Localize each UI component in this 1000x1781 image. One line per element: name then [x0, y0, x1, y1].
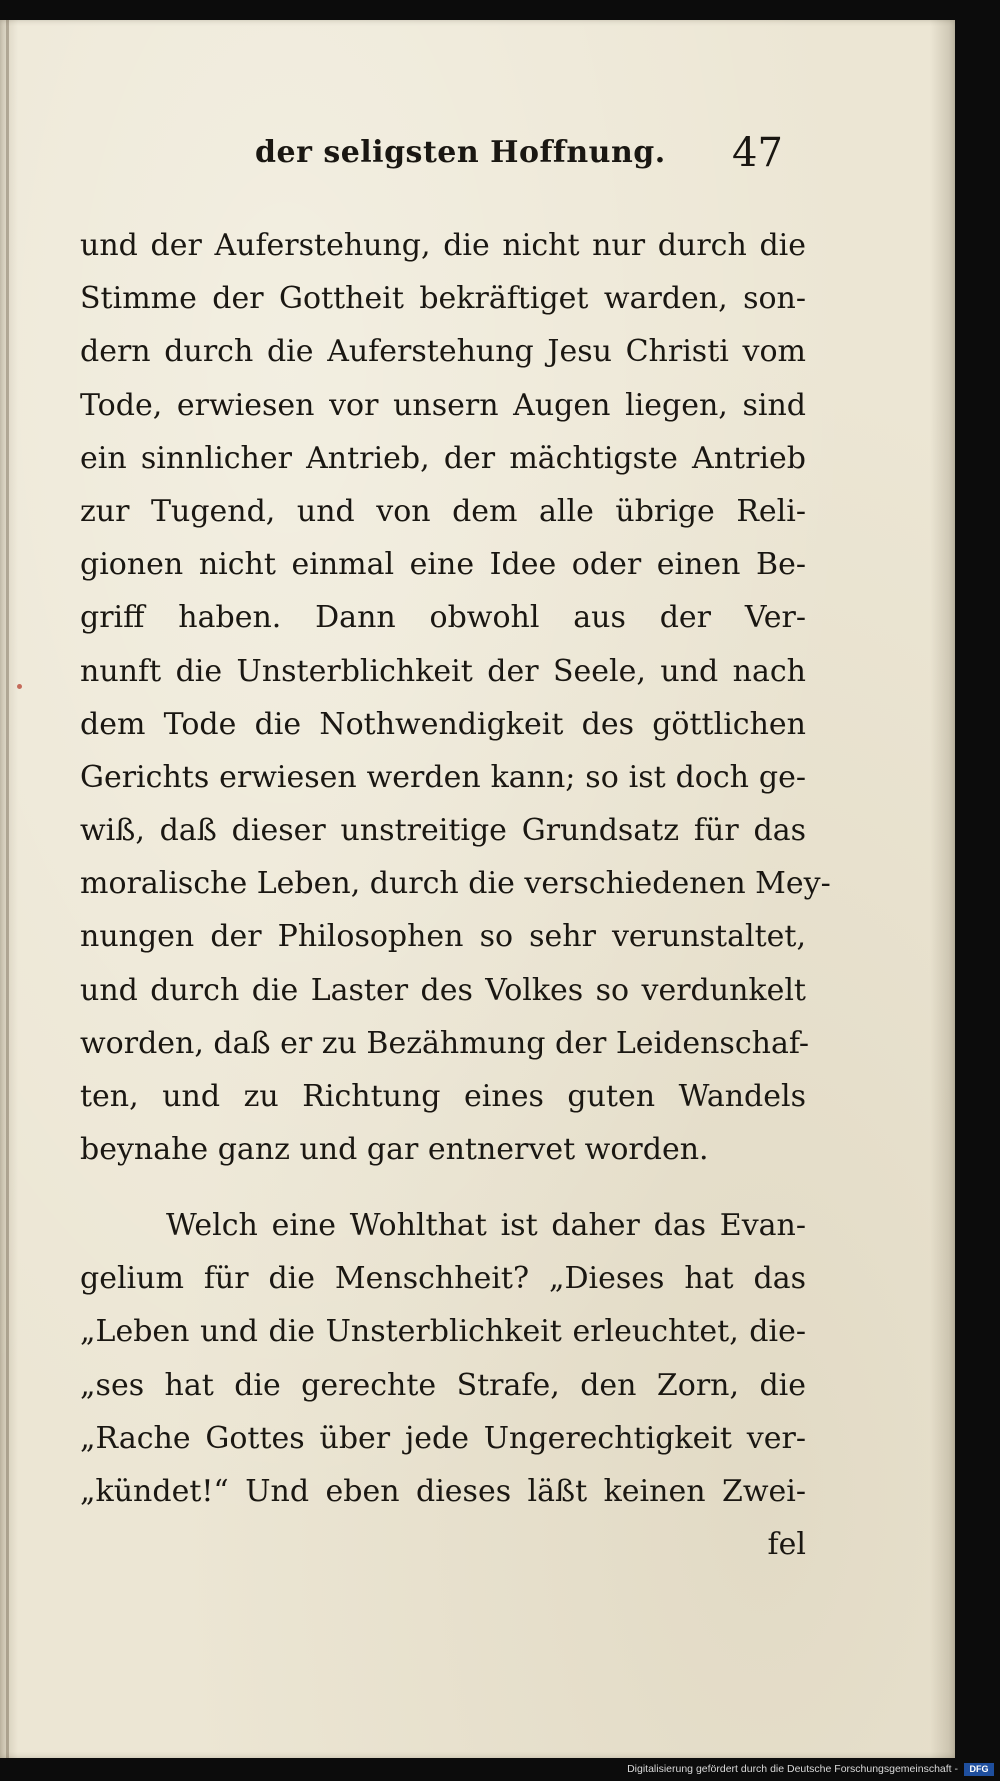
page-gutter-edge [6, 20, 9, 1758]
catchword: fel [767, 1527, 806, 1563]
paragraph-2 [80, 1199, 806, 1571]
paper-speck [17, 684, 22, 689]
text-line: Gerichts erwiesen werden kann; so ist doch ge- [80, 759, 806, 795]
text-line: „Rache Gottes über jede Ungerechtigkeit ver- [80, 1420, 806, 1456]
text-line: dern durch die Auferstehung Jesu Christi vom [80, 334, 806, 370]
running-head: der seligsten Hoffnung. [255, 135, 666, 170]
paragraph-1 [80, 219, 831, 1176]
text-line: moralische Leben, durch die verschiedenen Mey- [80, 866, 831, 902]
text-line: wiß, daß dieser unstreitige Grundsatz für das [80, 813, 806, 849]
text-line: zur Tugend, und von dem alle übrige Reli- [80, 493, 806, 529]
text-line: nungen der Philosophen so sehr verunstaltet, [80, 919, 806, 955]
text-line: worden, daß er zu Bezähmung der Leidenschaf- [80, 1025, 809, 1061]
text-line: ten, und zu Richtung eines guten Wandels [80, 1079, 806, 1114]
text-line: beynahe ganz und gar entnervet worden. [80, 1132, 709, 1168]
digitization-credit: Digitalisierung gefördert durch die Deutsche Forschungsgemeinschaft - [627, 1763, 958, 1775]
page-number: 47 [732, 130, 783, 176]
text-line: gionen nicht einmal eine Idee oder einen Be- [80, 547, 806, 583]
text-line: ein sinnlicher Antrieb, der mächtigste Antrieb [80, 440, 806, 476]
book-page [0, 20, 955, 1758]
text-line: nunft die Unsterblichkeit der Seele, und nach [80, 653, 806, 689]
text-line: und durch die Laster des Volkes so verdunkelt [80, 972, 806, 1008]
dfg-logo: DFG [964, 1763, 994, 1776]
text-line: und der Auferstehung, die nicht nur durch die [80, 228, 806, 263]
text-line: dem Tode die Nothwendigkeit des göttlichen [80, 706, 806, 742]
text-line: griff haben. Dann obwohl aus der Ver- [80, 600, 806, 636]
text-line: Stimme der Gottheit bekräftiget warden, son- [80, 281, 806, 317]
text-line: Welch eine Wohlthat ist daher das Evan- [166, 1208, 806, 1243]
text-line: „ses hat die gerechte Strafe, den Zorn, die [80, 1367, 806, 1403]
text-line: „Leben und die Unsterblichkeit erleuchtet, die- [80, 1314, 806, 1350]
text-line: gelium für die Menschheit? „Dieses hat das [80, 1261, 806, 1297]
text-line: Tode, erwiesen vor unsern Augen liegen, sind [80, 387, 806, 423]
text-line: „kündet!“ Und eben dieses läßt keinen Zwei- [80, 1473, 806, 1509]
